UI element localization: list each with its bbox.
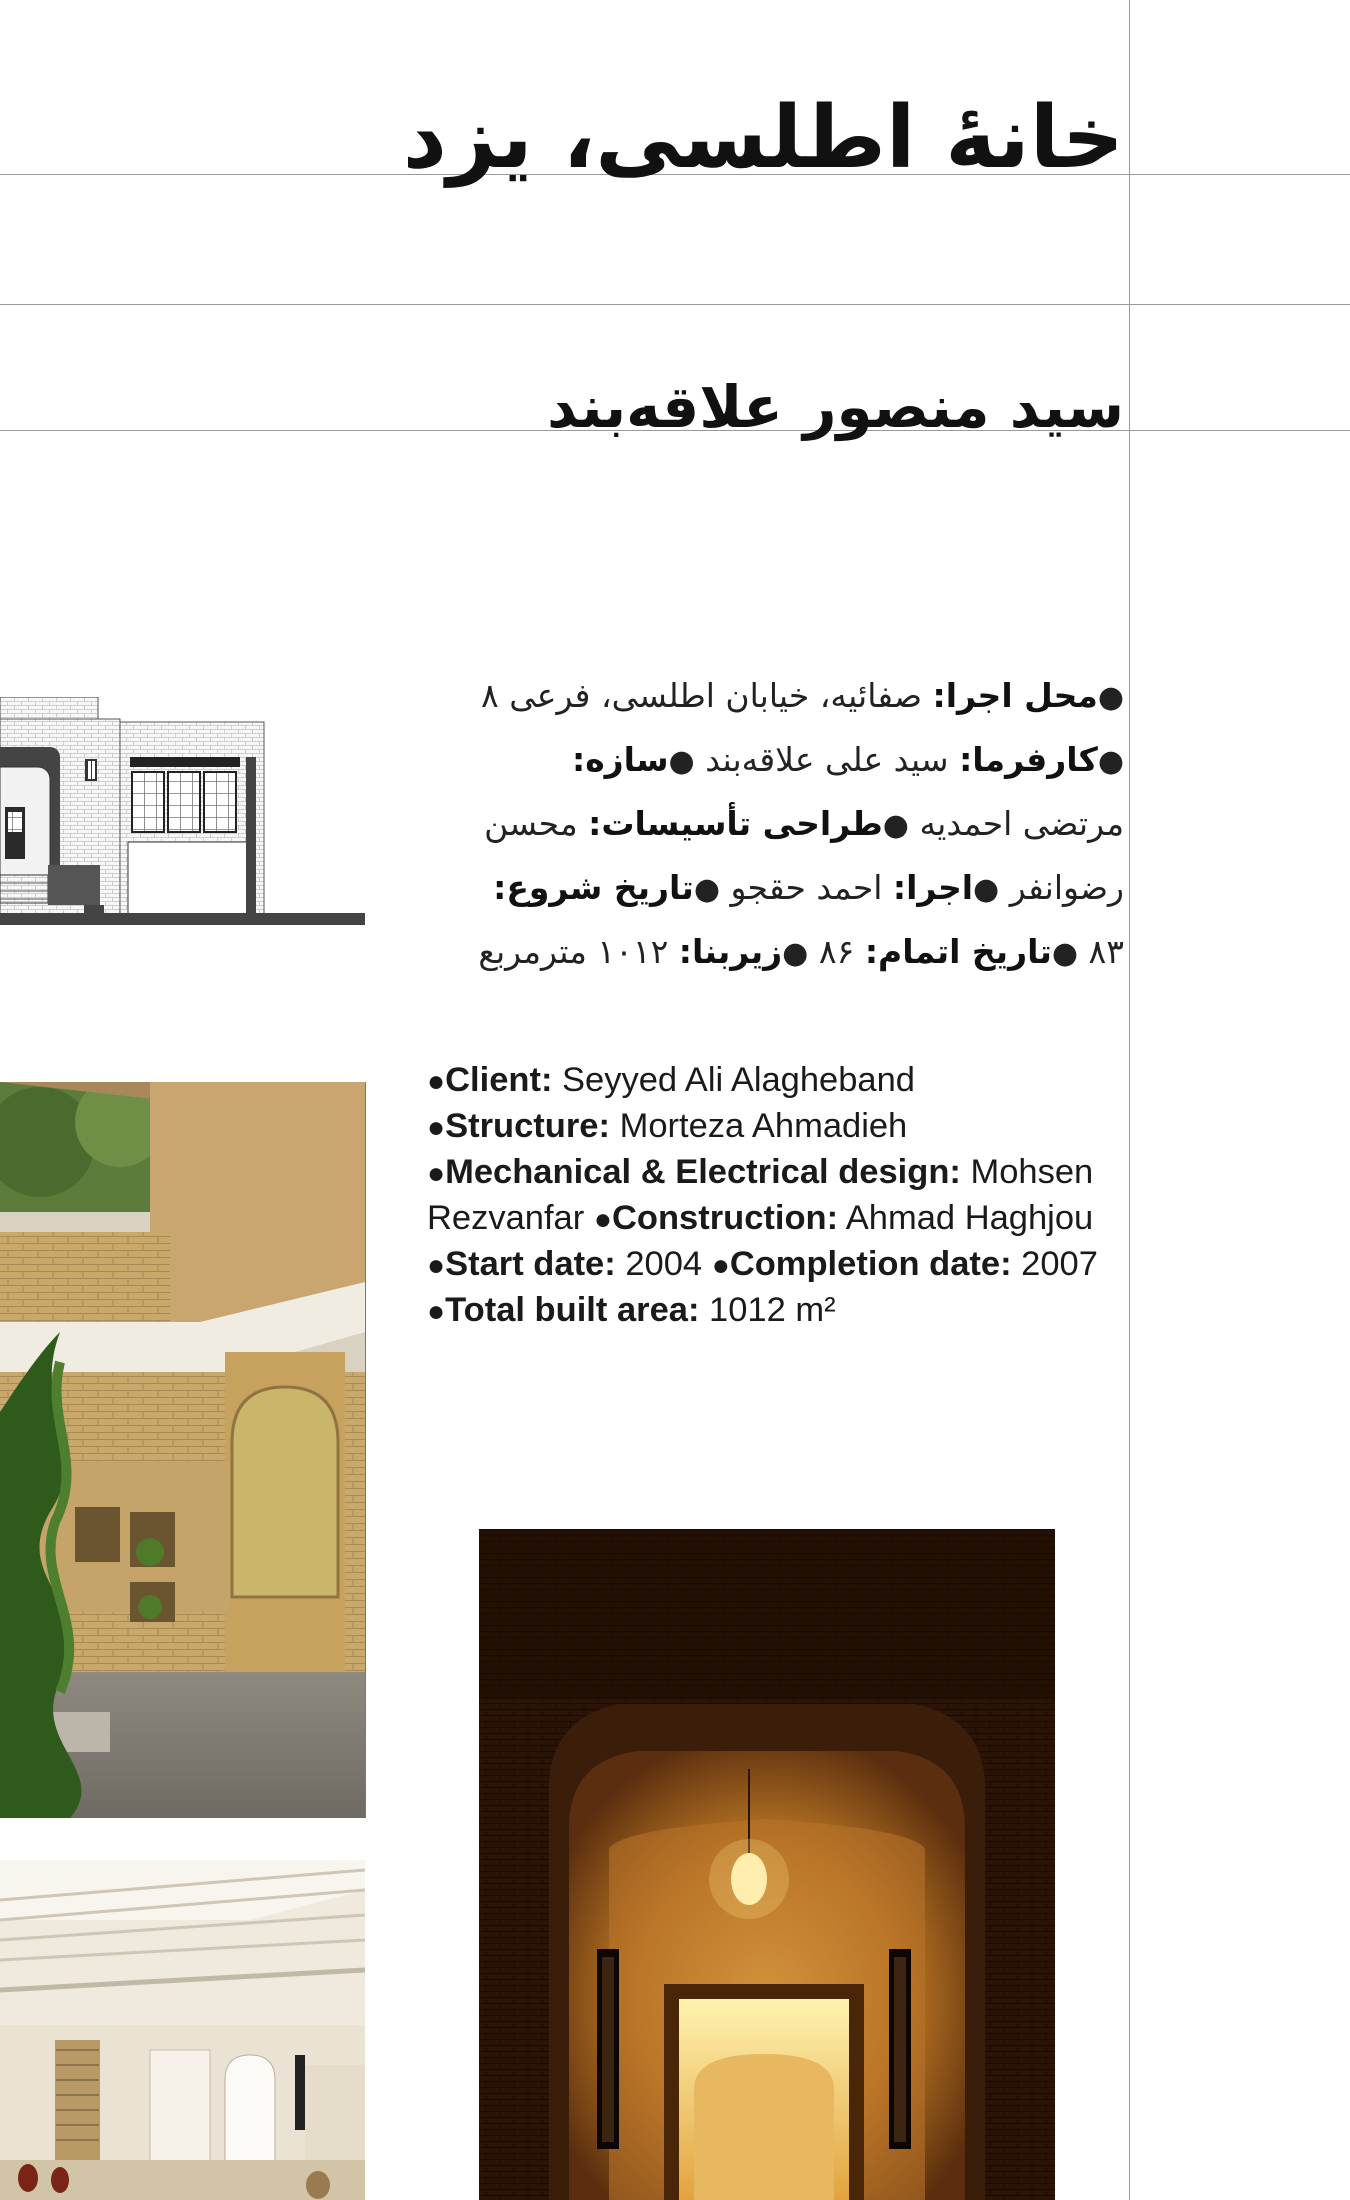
detail-line [464, 729, 1124, 985]
detail-value: احمد حقجو [730, 868, 883, 907]
detail-value: ۸۳ [1088, 932, 1124, 971]
detail-label: Total built area: [445, 1291, 700, 1329]
detail-value: 2007 [1021, 1245, 1098, 1283]
detail-label: Start date: [445, 1245, 616, 1283]
detail-label: زیربنا: [678, 932, 783, 971]
guide-line-vertical [1129, 0, 1130, 2200]
detail-value: 1012 m² [709, 1291, 836, 1329]
detail-label: تاریخ شروع: [493, 868, 694, 907]
bullet-icon: ● [593, 1203, 612, 1236]
page-title: خانۀ اطلسی، یزد [402, 88, 1124, 188]
interior-photo [0, 1860, 365, 2200]
detail-value: Morteza Ahmadieh [619, 1107, 908, 1145]
detail-label: تاریخ اتمام: [864, 932, 1052, 971]
guide-line [0, 304, 1350, 305]
elevation-drawing [0, 697, 365, 937]
detail-value: 2004 [625, 1245, 703, 1283]
detail-label: کارفرما: [959, 740, 1098, 779]
detail-label: سازه: [572, 740, 669, 779]
bullet-icon: ● [427, 1295, 446, 1328]
bullet-icon: ● [711, 1249, 730, 1282]
bullet-icon: ● [427, 1157, 446, 1190]
detail-value: مرتضی احمدیه [919, 804, 1124, 843]
detail-label: محل اجرا: [932, 676, 1098, 715]
bullet-icon: ● [427, 1065, 446, 1098]
detail-value: ۸۶ [818, 932, 855, 971]
bullet-icon: ● [693, 872, 720, 907]
detail-value: Seyyed Ali Alagheband [562, 1061, 915, 1099]
project-details-en [427, 1058, 1107, 1334]
detail-value: Ahmad Haghjou [845, 1199, 1094, 1237]
detail-label: Mechanical & Electrical design: [445, 1153, 961, 1191]
bullet-icon: ● [973, 872, 1000, 907]
detail-value: ۱۰۱۲ مترمربع [478, 932, 669, 971]
project-details-fa [464, 665, 1124, 985]
bullet-icon: ● [427, 1249, 446, 1282]
detail-label: Client: [445, 1061, 553, 1099]
detail-label: Structure: [445, 1107, 610, 1145]
bullet-icon: ● [427, 1111, 446, 1144]
bullet-icon: ● [1097, 680, 1124, 715]
detail-label: اجرا: [892, 868, 974, 907]
detail-label: Completion date: [729, 1245, 1012, 1283]
architect-name: سید منصور علاقه‌بند [547, 373, 1124, 441]
bullet-icon: ● [1097, 744, 1124, 779]
bullet-icon: ● [882, 808, 909, 843]
bullet-icon: ● [782, 936, 809, 971]
courtyard-photo [0, 1082, 366, 1818]
bullet-icon: ● [668, 744, 695, 779]
detail-value: Mohsen Rezvanfar [427, 1153, 1094, 1237]
detail-value: سید علی علاقه‌بند [705, 740, 949, 779]
detail-line [464, 665, 1124, 729]
detail-value: محسن رضوانفر [484, 804, 1124, 907]
bullet-icon: ● [1051, 936, 1079, 971]
entrance-night-photo [479, 1529, 1055, 2200]
detail-label: طراحی تأسیسات: [588, 804, 883, 843]
detail-label: Construction: [611, 1199, 839, 1237]
detail-value: صفائیه، خیابان اطلسی، فرعی ۸ [481, 676, 923, 715]
